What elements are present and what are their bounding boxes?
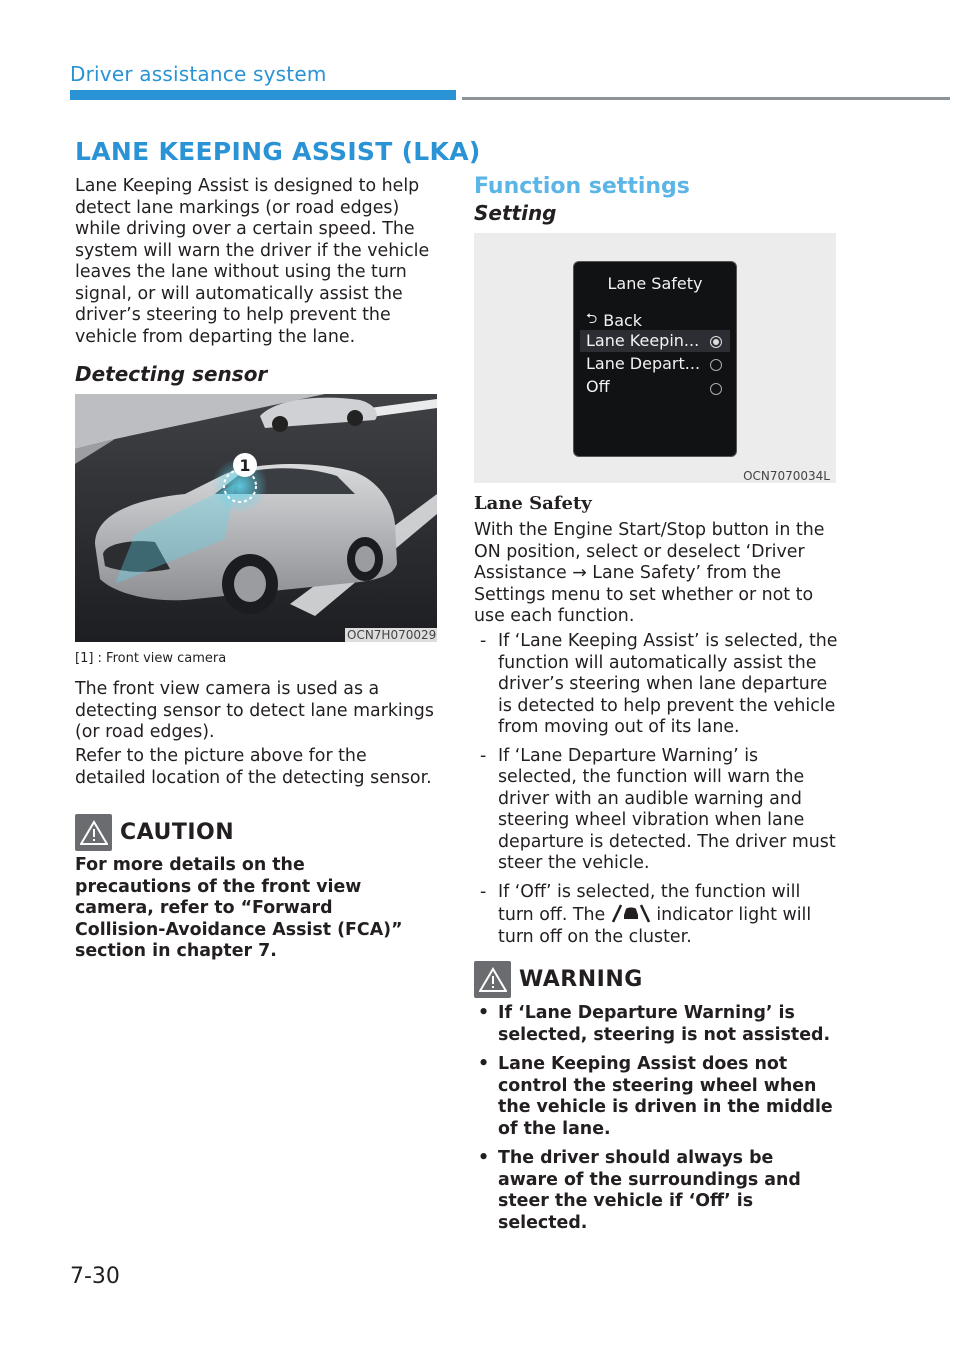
image-code-right: OCN7070034L: [743, 469, 830, 483]
chapter-title: Driver assistance system: [70, 62, 327, 86]
warning-list: [474, 1003, 839, 1242]
display-screen: [573, 261, 737, 457]
lane-keeping-indicator-icon: [611, 903, 651, 923]
warning-header: [474, 961, 643, 998]
callout-number: 1: [239, 456, 251, 475]
screen-title: Lane Safety: [607, 274, 703, 293]
image-code-left: OCN7H070029: [347, 628, 437, 642]
setting-heading: Setting: [474, 201, 557, 225]
option-list: [474, 631, 839, 955]
refer-paragraph: Refer to the picture above for the detailed location of the detecting sensor.: [75, 746, 432, 788]
detecting-sensor-heading: Detecting sensor: [75, 362, 268, 386]
page-number: 7-30: [70, 1264, 120, 1289]
caution-text: For more details on the precautions of the front view camera, refer to “Forward Collision-Avoidance Assist (FCA)” section in chapter 7.: [75, 855, 403, 961]
section-title: LANE KEEPING ASSIST (LKA): [75, 137, 481, 166]
intro-paragraph: Lane Keeping Assist is designed to help detect lane markings (or road edges) while driving over a certain speed. The system will warn the driver if the vehicle leaves the lane without using the turn signal, or will automatically assist the driver’s steering to help prevent the vehicle from departing the lane.: [75, 176, 430, 347]
caution-header: [75, 814, 234, 851]
list-item: - If ‘Lane Departure Warning’ is selected, the function will warn the driver with an audible warning and steering wheel vibration when lane departure is detected. The driver must steer the vehicle.: [474, 746, 839, 875]
radio-selected-icon: [710, 336, 722, 348]
settings-screen-illustration: [474, 233, 836, 483]
list-item: - If ‘Lane Keeping Assist’ is selected, the function will automatically assist the driver’s steering when lane departure is detected to help prevent the vehicle from moving out of its lane.: [474, 631, 839, 739]
list-item: • The driver should always be aware of the surroundings and steer the vehicle if ‘Off’ is selected.: [474, 1148, 839, 1234]
radio-empty-icon: [710, 383, 722, 395]
camera-paragraph: The front view camera is used as a detecting sensor to detect lane markings (or road edges).: [75, 679, 434, 742]
warning-triangle-icon: [75, 814, 112, 851]
screen-option-off[interactable]: Off: [586, 377, 610, 396]
lane-safety-heading: Lane Safety: [474, 493, 592, 514]
back-arrow-icon: ⮌: [586, 311, 598, 327]
off-item-text-after: indicator light will turn off on the cluster.: [498, 905, 812, 947]
warning-label: WARNING: [519, 967, 643, 992]
radio-empty-icon: [710, 359, 722, 371]
function-settings-title: Function settings: [474, 174, 690, 199]
screen-option-lane-departure[interactable]: Lane Depart...: [586, 354, 701, 373]
header-rule-blue: [70, 90, 456, 100]
warning-triangle-icon: [474, 961, 511, 998]
lane-safety-paragraph: With the Engine Start/Stop button in the ON position, select or deselect ‘Driver Assistance → Lane Safety’ from the Settings menu to set whether or not to use each function.: [474, 520, 825, 626]
caution-label: CAUTION: [120, 820, 235, 845]
list-item: • Lane Keeping Assist does not control the steering wheel when the vehicle is driven in the middle of the lane.: [474, 1054, 839, 1140]
header-rule-gray: [462, 97, 950, 100]
screen-back-item[interactable]: [586, 308, 642, 332]
image-caption: [1] : Front view camera: [75, 651, 227, 666]
screen-option-lane-keeping[interactable]: Lane Keepin...: [586, 331, 700, 350]
sensor-illustration: [75, 394, 437, 642]
screen-back-label: Back: [603, 310, 643, 330]
off-item-text-before: If ‘Off’ is selected, the function will turn off. The: [498, 881, 801, 925]
list-item: • If ‘Lane Departure Warning’ is selected, steering is not assisted.: [474, 1003, 839, 1046]
list-item: [474, 882, 839, 949]
